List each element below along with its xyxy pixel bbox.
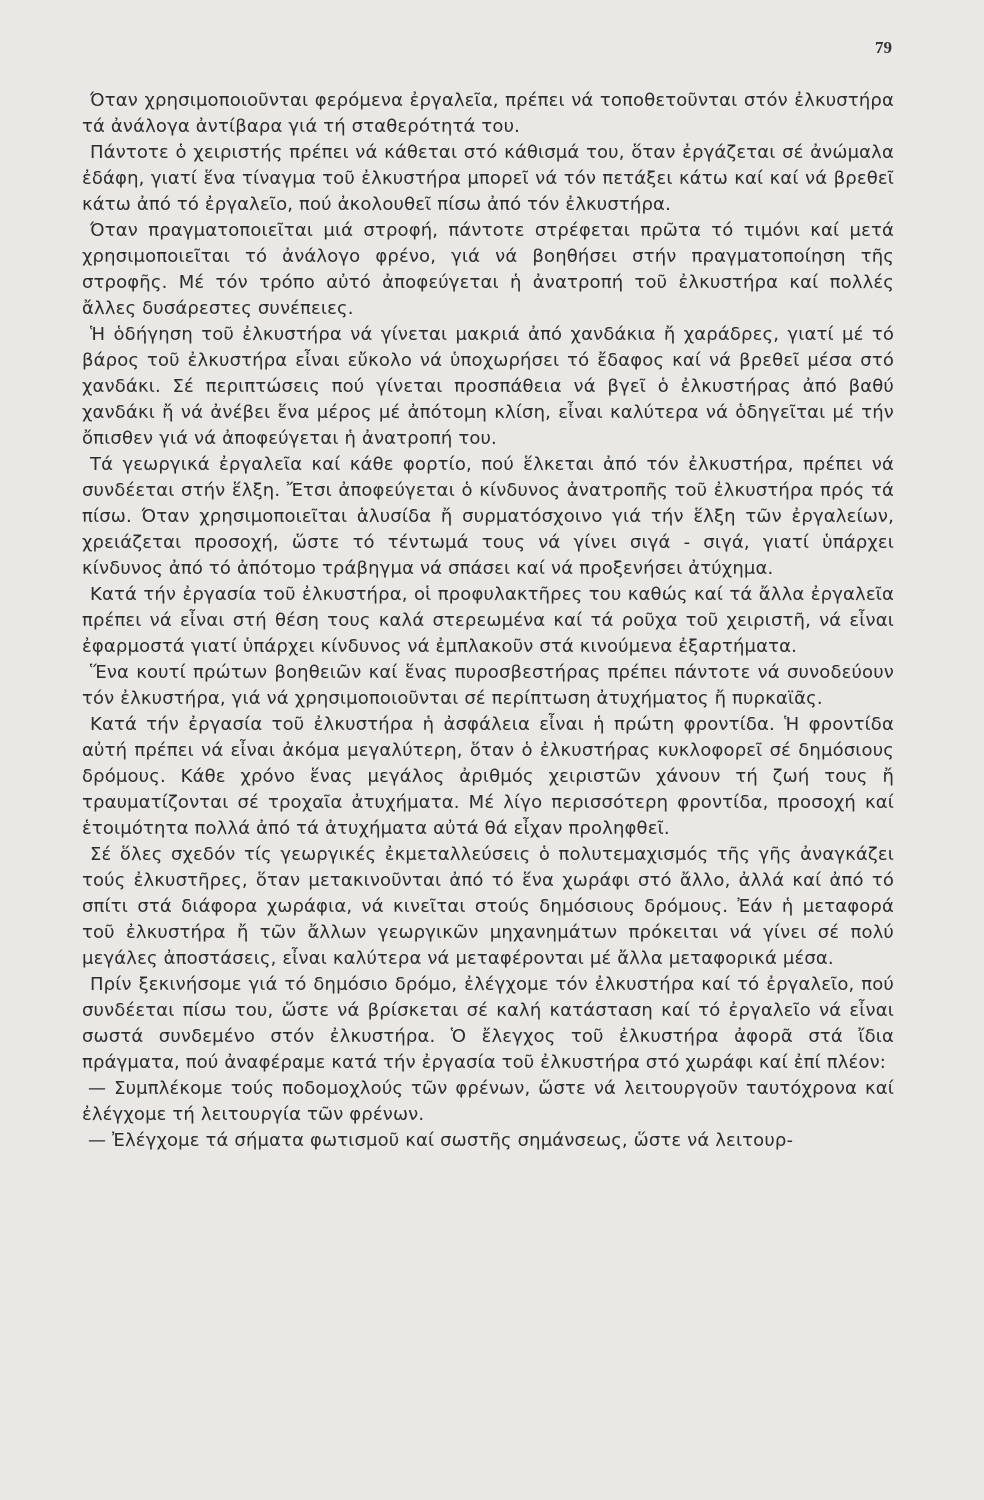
body-text — [82, 88, 894, 1154]
paragraph-guards: Κατά τήν ἐργασία τοῦ ἐλκυστήρα, οἱ προφυλακτῆρες του καθώς καί τά ἄλλα ἐργαλεῖα πρέπει νά εἶναι στή θέση τους καλά στερεωμένα καί τά ροῦχα τοῦ χειριστῆ, νά εἶναι ἐφαρμοστά γιατί ὑπάρχει κίνδυνος νά ἐμπλακοῦν στά κινούμενα ἐξαρτήματα. — [82, 584, 894, 657]
list-item-lights: — Ἐλέγχομε τά σήματα φωτισμοῦ καί σωστῆς σημάνσεως, ὥστε νά λειτουρ- — [88, 1130, 794, 1151]
paragraph-public-roads: Σέ ὅλες σχεδόν τίς γεωργικές ἐκμεταλλεύσεις ὁ πολυτεμαχισμός τῆς γῆς ἀναγκάζει τούς ἐλκυστῆρες, ὅταν μετακινοῦνται ἀπό τό ἕνα χωράφι στό ἄλλο, ἀλλά καί ἀπό τό σπίτι στά διάφορα χωράφια, νά κινεῖται στούς δημόσιους δρόμους. Ἐάν ἡ μεταφορά τοῦ ἐλκυστήρα ἤ τῶν ἄλλων γεωργικῶν μηχανημάτων πρόκειται νά γίνει σέ πολύ μεγάλες ἀποστάσεις, εἶναι καλύτερα νά μεταφέρονται μέ ἄλλα μεταφορικά μέσα. — [82, 844, 894, 969]
paragraph-first-aid: Ἕνα κουτί πρώτων βοηθειῶν καί ἕνας πυροσβεστήρας πρέπει πάντοτε νά συνοδεύουν τόν ἐλκυστήρα, γιά νά χρησιμοποιοῦνται σέ περίπτωση ἀτυχήματος ἤ πυρκαϊᾶς. — [82, 662, 894, 709]
paragraph-road-safety: Κατά τήν ἐργασία τοῦ ἐλκυστήρα ἡ ἀσφάλεια εἶναι ἡ πρώτη φροντίδα. Ἡ φροντίδα αὐτή πρέπει νά εἶναι ἀκόμα μεγαλύτερη, ὅταν ὁ ἐλκυστήρας κυκλοφορεῖ σέ δημόσιους δρόμους. Κάθε χρόνο ἕνας μεγάλος ἀριθμός χειριστῶν χάνουν τή ζωή τους ἤ τραυματίζονται σέ τροχαῖα ἀτυχήματα. Μέ λίγο περισσότερη φροντίδα, προσοχή καί ἑτοιμότητα πολλά ἀπό τά ἀτυχήματα αὐτά θά εἶχαν προληφθεῖ. — [82, 714, 894, 839]
paragraph-operator-seat: Πάντοτε ὁ χειριστής πρέπει νά κάθεται στό κάθισμά του, ὅταν ἐργάζεται σέ ἀνώμαλα ἐδάφη, γιατί ἕνα τίναγμα τοῦ ἐλκυστήρα μπορεῖ νά τόν πετάξει κάτω καί καί νά βρεθεῖ κάτω ἀπό τό ἐργαλεῖο, πού ἀκολουθεῖ πίσω ἀπό τόν ἐλκυστήρα. — [82, 142, 894, 215]
paragraph-counterweights: Όταν χρησιμοποιοῦνται φερόμενα ἐργαλεῖα, πρέπει νά τοποθετοῦνται στόν ἐλκυστήρα τά ἀνάλογα ἀντίβαρα γιά τή σταθερότητά του. — [82, 90, 894, 137]
paragraph-ditches: Ἡ ὁδήγηση τοῦ ἐλκυστήρα νά γίνεται μακριά ἀπό χανδάκια ἤ χαράδρες, γιατί μέ τό βάρος τοῦ ἐλκυστήρα εἶναι εὔκολο νά ὑποχωρήσει τό ἔδαφος καί νά βρεθεῖ μέσα στό χανδάκι. Σέ περιπτώσεις πού γίνεται προσπάθεια νά βγεῖ ὁ ἐλκυστήρας ἀπό βαθύ χανδάκι ἤ νά ἀνέβει ἕνα μέρος μέ ἀπότομη κλίση, εἶναι καλύτερα νά ὁδηγεῖται μέ τήν ὄπισθεν γιά νά ἀποφεύγεται ἡ ἀνατροπή του. — [82, 324, 894, 449]
page-number: 79 — [875, 38, 892, 57]
paragraph-hitching: Τά γεωργικά ἐργαλεῖα καί κάθε φορτίο, πού ἕλκεται ἀπό τόν ἐλκυστήρα, πρέπει νά συνδέεται στήν ἕλξη. Ἔτσι ἀποφεύγεται ὁ κίνδυνος ἀνατροπῆς τοῦ ἐλκυστήρα πρός τά πίσω. Όταν χρησιμοποιεῖται ἁλυσίδα ἤ συρματόσχοινο γιά τήν ἕλξη τῶν ἐργαλείων, χρειάζεται προσοχή, ὥστε τό τέντωμά τους νά γίνει σιγά - σιγά, γιατί ὑπάρχει κίνδυνος ἀπό τό ἀπότομο τράβηγμα νά σπάσει καί νά προξενήσει ἀτύχημα. — [82, 454, 894, 579]
paragraph-pre-check: Πρίν ξεκινήσομε γιά τό δημόσιο δρόμο, ἐλέγχομε τόν ἐλκυστήρα καί τό ἐργαλεῖο, πού συνδέεται πίσω του, ὥστε νά βρίσκεται σέ καλή κατάσταση καί τό ἐργαλεῖο νά εἶναι σωστά συνδεμένο στόν ἐλκυστήρα. Ὁ ἔλεγχος τοῦ ἐλκυστήρα ἀφορᾶ στά ἴδια πράγματα, πού ἀναφέραμε κατά τήν ἐργασία τοῦ ἐλκυστήρα στό χωράφι καί ἐπί πλέον: — [82, 974, 894, 1073]
list-item-brakes: — Συμπλέκομε τούς ποδομοχλούς τῶν φρένων, ὥστε νά λειτουργοῦν ταυτόχρονα καί ἐλέγχομε τή λειτουργία τῶν φρένων. — [82, 1078, 894, 1125]
paragraph-turning: Όταν πραγματοποιεῖται μιά στροφή, πάντοτε στρέφεται πρῶτα τό τιμόνι καί μετά χρησιμοποιεῖται τό ἀνάλογο φρένο, γιά νά βοηθήσει στήν πραγματοποίηση τῆς στροφῆς. Μέ τόν τρόπο αὐτό ἀποφεύγεται ἡ ἀνατροπή τοῦ ἐλκυστήρα καί πολλές ἄλλες δυσάρεστες συνέπειες. — [82, 220, 894, 319]
